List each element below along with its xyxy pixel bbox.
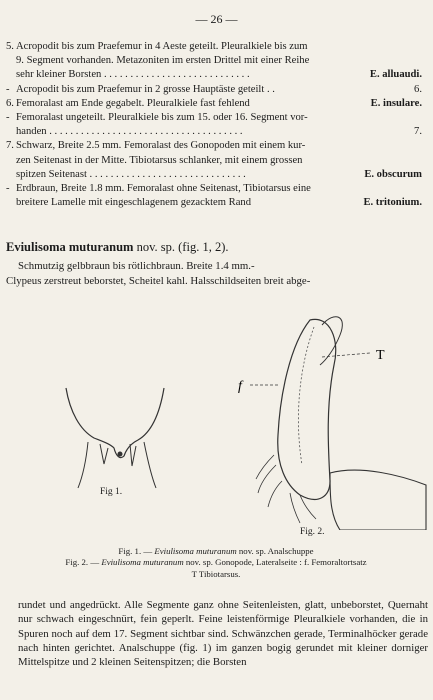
key-entry: - Femoralast ungeteilt. Pleuralkiele bis zum 15. oder 16. Segment vor- 7. handen . . . . . . . . . . . . . . . . . . . . . . . . . . . . . . . . . . . . .	[6, 112, 422, 138]
identification-key	[6, 40, 426, 210]
figure-2-label: Fig. 2.	[300, 527, 325, 537]
description-body: rundet und angedrückt. Alle Segmente ganz ohne Seitenleisten, glatt, unbeborstet, Quernaht nur schwach eingeschnürt, fein geperlt. Feine leistenförmige Pleuralkiele vorhanden, die in Spuren noch auf dem 17. Segment sichtbar sind. Schwänzchen gerade, Terminalhöcker gerade nach hinten gerichtet. Analschuppe (fig. 1) im ganzen bogig gerundet mit kleiner dorniger Mittelspitze und 2 kleinen Seitenspitzen; die Borsten	[18, 599, 428, 669]
figure-2-gonopode	[230, 305, 430, 530]
figure-1-analschuppe	[60, 382, 170, 492]
figure-2-letter-T: T	[376, 348, 385, 363]
species-name: E. obscurum	[364, 168, 422, 180]
figure-1-label: Fig 1.	[100, 487, 123, 497]
description-intro: Schmutzig gelbbraun bis rötlichbraun. Breite 1.4 mm.- Clypeus zerstreut beborstet, Scheitel kahl. Halsschildseiten breit abge-	[6, 260, 311, 287]
key-entry: 6. E. insulare. Femoralast am Ende gegabelt. Pleuralkiele fast fehlend	[6, 97, 426, 111]
species-heading	[6, 240, 228, 255]
figure-caption: Fig. 1. — Eviulisoma muturanum nov. sp. Analschuppe Fig. 2. — Eviulisoma muturanum nov. sp. Gonopode, Lateralseite : f. Femoraltortsatz T Tibiotarsus.	[65, 546, 367, 579]
species-name: E. alluaudi.	[369, 69, 422, 81]
species-name: E. tritonium.	[363, 197, 422, 209]
key-entry: 5. Acropodit bis zum Praefemur in 4 Aeste geteilt. Pleuralkiele bis zum 9. Segment vorhanden. Metazoniten im ersten Drittel mit einer Reihe E. alluaudi. sehr kleiner Borsten . . . . . . . . . . . . . . . . . . . . . . . . . . . .	[6, 40, 426, 83]
key-entry: - 6. Acropodit bis zum Praefemur in 2 grosse Hauptäste geteilt . .	[6, 83, 422, 95]
species-name: E. insulare.	[370, 97, 422, 109]
key-entry: 7. Schwarz, Breite 2.5 mm. Femoralast des Gonopoden mit einem kur- zen Seitenast in der Mitte. Tibiotarsus schlanker, mit einem grossen E. obscurum spitzen Seitenast . . . . . . . . . . . . . . . . . . . . . . . . . . . . . .	[6, 139, 426, 182]
figure-2-letter-f: f	[238, 379, 242, 394]
species-heading-rest: nov. sp. (fig. 1, 2).	[133, 240, 229, 254]
species-heading-name: Eviulisoma muturanum	[6, 240, 134, 254]
key-entry: - Erdbraun, Breite 1.8 mm. Femoralast ohne Seitenast, Tibiotarsus eine E. tritonium. breitere Lamelle mit eingeschlagenem gezacktem Rand	[6, 182, 426, 210]
page-number: — 26 —	[195, 12, 238, 26]
